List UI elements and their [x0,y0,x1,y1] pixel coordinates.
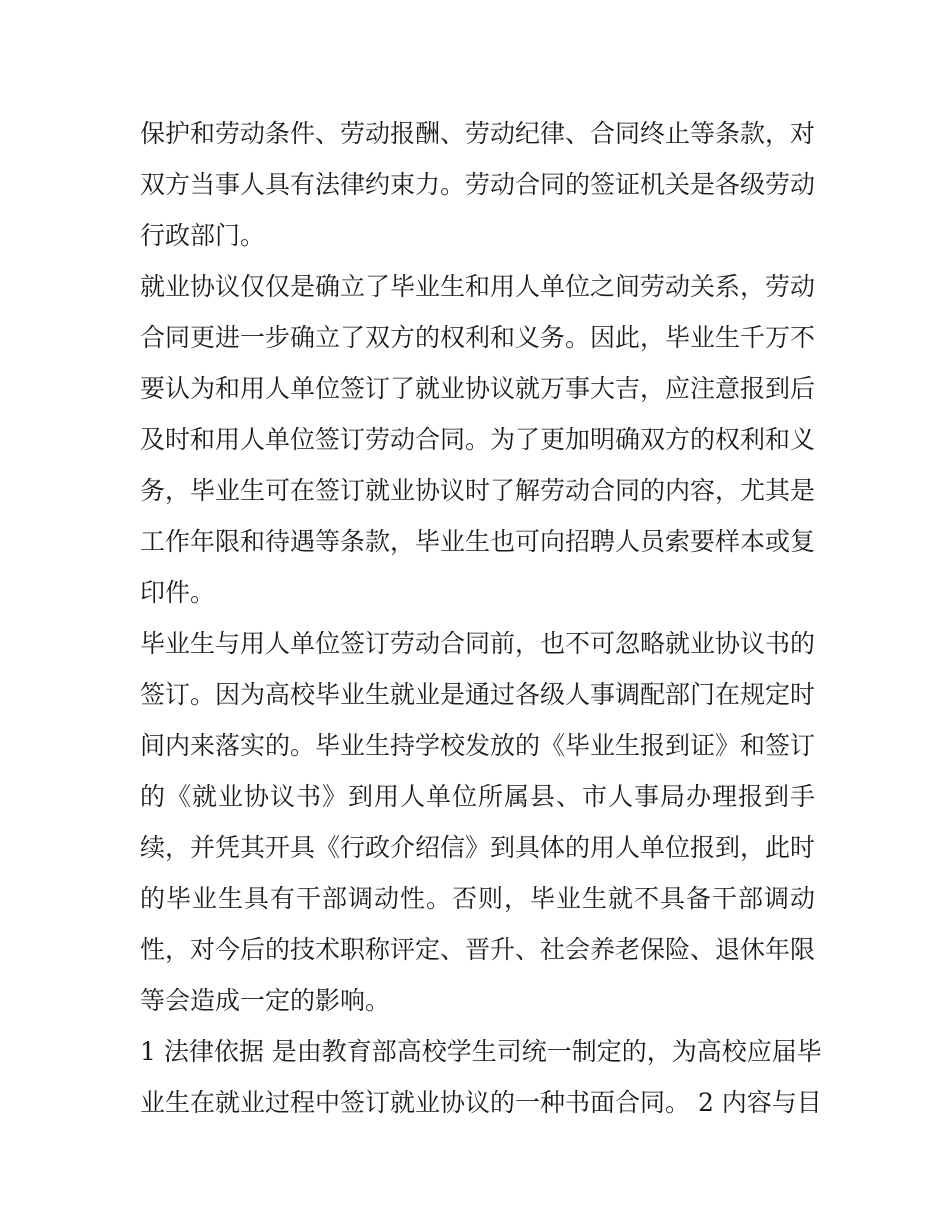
text-line: 签订。因为高校毕业生就业是通过各级人事调配部门在规定时 [140,680,816,709]
paragraph-2 [140,261,815,618]
text-line: 就业协议仅仅是确立了毕业生和用人单位之间劳动关系，劳动 [140,272,816,301]
text-line: 业生在就业过程中签订就业协议的一种书面合同。 2 内容与目 [140,1088,822,1117]
text-line: 续，并凭其开具《行政介绍信》到具体的用人单位报到，此时 [140,833,816,862]
text-line: 务，毕业生可在签订就业协议时了解劳动合同的内容，尤其是 [140,476,816,505]
paragraph-3 [140,618,815,1026]
text-line: 要认为和用人单位签订了就业协议就万事大吉，应注意报到后 [140,374,816,403]
text-line: 工作年限和待遇等条款，毕业生也可向招聘人员索要样本或复 [140,527,816,556]
text-line: 双方当事人具有法律约束力。劳动合同的签证机关是各级劳动 [140,170,816,199]
text-line: 的《就业协议书》到用人单位所属县、市人事局办理报到手 [140,782,815,811]
text-line: 毕业生与用人单位签订劳动合同前，也不可忽略就业协议书的 [140,629,816,658]
text-line: 保护和劳动条件、劳动报酬、劳动纪律、合同终止等条款，对 [140,119,816,148]
text-line: 合同更进一步确立了双方的权利和义务。因此，毕业生千万不 [140,323,816,352]
text-line: 性，对今后的技术职称评定、晋升、社会养老保险、退休年限 [140,935,816,964]
document-body [140,108,822,1128]
text-line: 的毕业生具有干部调动性。否则，毕业生就不具备干部调动 [140,884,815,913]
text-line: 及时和用人单位签订劳动合同。为了更加明确双方的权利和义 [140,425,816,454]
text-line: 等会造成一定的影响。 [140,986,391,1015]
text-line: 1 法律依据 是由教育部高校学生司统一制定的，为高校应届毕 [140,1037,822,1066]
text-line: 间内来落实的。毕业生持学校发放的《毕业生报到证》和签订 [140,731,816,760]
text-line: 行政部门。 [140,221,266,250]
paragraph-1 [140,108,815,261]
text-line: 印件。 [140,578,216,607]
paragraph-4 [140,1026,822,1128]
